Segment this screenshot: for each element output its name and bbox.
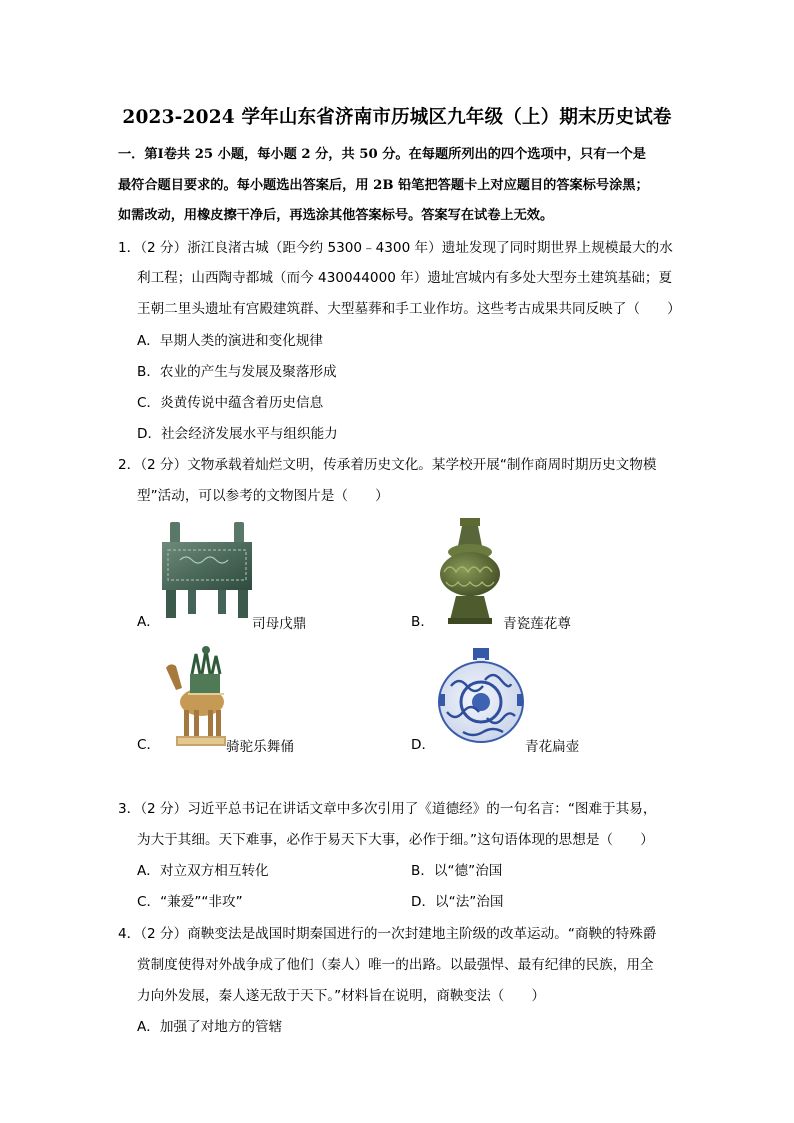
question-4-stem: 赏制度使得对外战争成了他们（秦人）唯一的出路。以最强悍、最有纪律的民族，用全 (137, 957, 654, 973)
question-2-option-a-letter[interactable]: A． (137, 614, 160, 630)
bronze-ding-icon (160, 520, 254, 624)
question-2-option-d-letter[interactable]: D． (411, 737, 436, 753)
question-1-option-c[interactable]: C．炎黄传说中蕴含着历史信息 (137, 395, 324, 411)
page-title: 2023-2024 学年山东省济南市历城区九年级（上）期末历史试卷 (122, 107, 672, 128)
section-instruction-line: 如需改动，用橡皮擦干净后，再选涂其他答案标号。答案写在试卷上无效。 (118, 208, 554, 223)
celadon-zun-icon (438, 516, 502, 626)
question-1-option-b[interactable]: B．农业的产生与发展及聚落形成 (137, 364, 337, 380)
question-3-option-a[interactable]: A．对立双方相互转化 (137, 863, 269, 879)
question-2-option-c-letter[interactable]: C． (137, 737, 161, 753)
question-2-option-c-caption: 骑驼乐舞俑 (226, 739, 294, 755)
question-1-stem: 1．（2 分）浙江良渚古城（距今约 5300﹣4300 年）遗址发现了同时期世界上规模最大的水 (118, 240, 673, 256)
camel-figurine-icon (162, 644, 230, 748)
section-instruction-line: 最符合题目要求的。每小题选出答案后，用 2B 铅笔把答题卡上对应题目的答案标号涂黑； (118, 178, 649, 193)
question-4-stem: 力向外发展，秦人遂无敌于天下。”材料旨在说明，商鞅变法（ ） (137, 988, 546, 1004)
question-3-option-c[interactable]: C．“兼爱”“非攻” (137, 894, 243, 910)
question-1-stem: 王朝二里头遗址有宫殿建筑群、大型墓葬和手工业作坊。这些考古成果共同反映了（ ） (137, 301, 681, 317)
question-1-option-a[interactable]: A．早期人类的演进和变化规律 (137, 333, 324, 349)
question-3-stem: 为大于其细。天下难事，必作于易天下大事，必作于细。”这句语体现的思想是（ ） (137, 832, 654, 848)
blue-white-flask-icon (437, 646, 525, 746)
section-instruction-line: 一．第Ⅰ卷共 25 小题，每小题 2 分，共 50 分。在每题所列出的四个选项中，只有一个是 (118, 147, 646, 162)
question-2-option-a-caption: 司母戊鼎 (252, 616, 307, 632)
question-2-stem: 2．（2 分）文物承载着灿烂文明，传承着历史文化。某学校开展“制作商周时期历史文物模 (118, 457, 657, 473)
question-3-option-d[interactable]: D．以“法”治国 (411, 894, 504, 910)
question-3-stem: 3．（2 分）习近平总书记在讲话文章中多次引用了《道德经》的一句名言：“图难于其易， (118, 801, 657, 817)
question-3-option-b[interactable]: B．以“德”治国 (411, 863, 503, 879)
question-2-option-b-caption: 青瓷莲花尊 (503, 616, 571, 632)
question-4-option-a[interactable]: A．加强了对地方的管辖 (137, 1019, 283, 1035)
question-2-option-d-caption: 青花扁壶 (525, 739, 580, 755)
question-1-option-d[interactable]: D．社会经济发展水平与组织能力 (137, 426, 338, 442)
question-4-stem: 4．（2 分）商鞅变法是战国时期秦国进行的一次封建地主阶级的改革运动。“商鞅的特殊爵 (118, 926, 657, 942)
question-2-option-b-letter[interactable]: B． (411, 614, 434, 630)
question-2-stem: 型”活动，可以参考的文物图片是（ ） (137, 488, 389, 504)
question-1-stem: 利工程；山西陶寺都城（而今 430044000 年）遗址宫城内有多处大型夯土建筑基础；夏 (137, 270, 673, 286)
